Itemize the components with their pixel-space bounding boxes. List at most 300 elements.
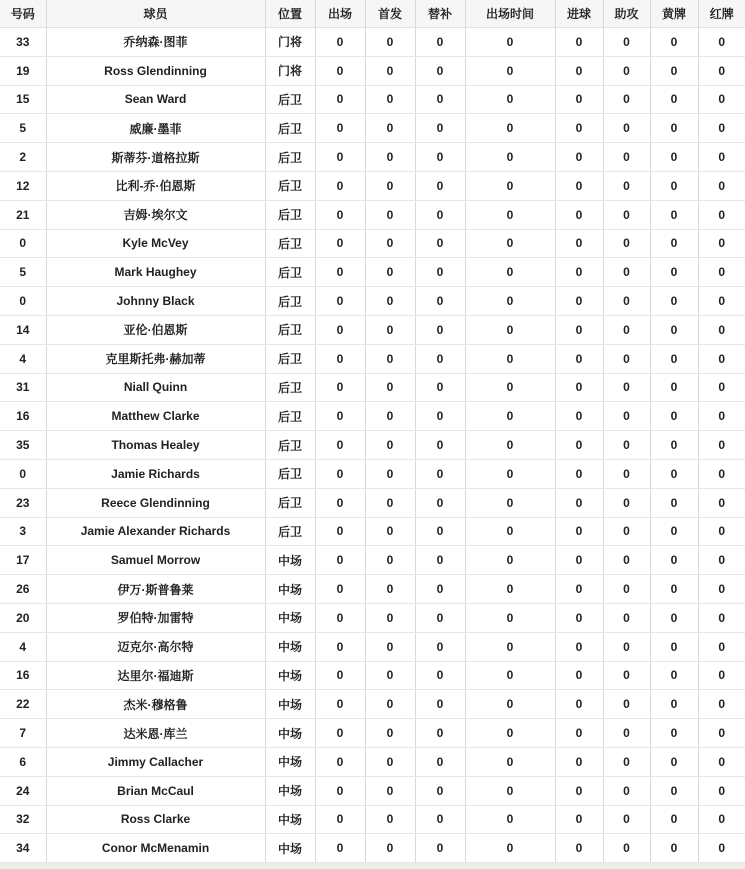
cell-yellow-cards: 0	[650, 834, 698, 863]
cell-substitute: 0	[415, 776, 465, 805]
cell-position: 门将	[265, 28, 315, 57]
cell-yellow-cards: 0	[650, 776, 698, 805]
cell-assists: 0	[603, 834, 650, 863]
cell-player: Jamie Alexander Richards	[46, 517, 265, 546]
cell-starts: 0	[365, 805, 415, 834]
cell-starts: 0	[365, 402, 415, 431]
cell-number: 22	[0, 690, 46, 719]
cell-yellow-cards: 0	[650, 603, 698, 632]
cell-assists: 0	[603, 603, 650, 632]
cell-player: Ross Clarke	[46, 805, 265, 834]
table-row	[0, 747, 745, 776]
cell-starts: 0	[365, 258, 415, 287]
cell-starts: 0	[365, 459, 415, 488]
cell-number: 31	[0, 373, 46, 402]
cell-number: 26	[0, 575, 46, 604]
cell-player: 罗伯特·加雷特	[46, 603, 265, 632]
cell-substitute: 0	[415, 114, 465, 143]
cell-minutes: 0	[465, 143, 555, 172]
cell-number: 21	[0, 200, 46, 229]
table-row	[0, 402, 745, 431]
cell-player: Jimmy Callacher	[46, 747, 265, 776]
cell-player: Thomas Healey	[46, 431, 265, 460]
cell-appearances: 0	[315, 200, 365, 229]
cell-assists: 0	[603, 632, 650, 661]
cell-red-cards: 0	[698, 200, 745, 229]
cell-appearances: 0	[315, 603, 365, 632]
table-row	[0, 315, 745, 344]
cell-yellow-cards: 0	[650, 517, 698, 546]
cell-yellow-cards: 0	[650, 747, 698, 776]
cell-starts: 0	[365, 229, 415, 258]
cell-red-cards: 0	[698, 517, 745, 546]
cell-number: 35	[0, 431, 46, 460]
cell-position: 后卫	[265, 373, 315, 402]
header-cell-player: 球员	[46, 0, 265, 28]
cell-appearances: 0	[315, 805, 365, 834]
cell-number: 5	[0, 258, 46, 287]
cell-substitute: 0	[415, 632, 465, 661]
cell-minutes: 0	[465, 171, 555, 200]
header-row	[0, 0, 745, 28]
cell-goals: 0	[555, 373, 603, 402]
cell-appearances: 0	[315, 431, 365, 460]
table-row	[0, 690, 745, 719]
cell-player: 伊万·斯普鲁莱	[46, 575, 265, 604]
cell-substitute: 0	[415, 517, 465, 546]
cell-position: 中场	[265, 690, 315, 719]
cell-yellow-cards: 0	[650, 287, 698, 316]
cell-number: 16	[0, 661, 46, 690]
cell-goals: 0	[555, 776, 603, 805]
cell-starts: 0	[365, 632, 415, 661]
cell-goals: 0	[555, 114, 603, 143]
cell-number: 34	[0, 834, 46, 863]
cell-goals: 0	[555, 171, 603, 200]
cell-assists: 0	[603, 287, 650, 316]
cell-number: 15	[0, 85, 46, 114]
cell-yellow-cards: 0	[650, 546, 698, 575]
cell-position: 后卫	[265, 200, 315, 229]
cell-player: 达里尔·福迪斯	[46, 661, 265, 690]
cell-starts: 0	[365, 517, 415, 546]
cell-player: 斯蒂芬·道格拉斯	[46, 143, 265, 172]
cell-player: Ross Glendinning	[46, 56, 265, 85]
cell-goals: 0	[555, 56, 603, 85]
cell-position: 中场	[265, 575, 315, 604]
cell-red-cards: 0	[698, 171, 745, 200]
cell-substitute: 0	[415, 546, 465, 575]
cell-player: Kyle McVey	[46, 229, 265, 258]
cell-substitute: 0	[415, 171, 465, 200]
cell-yellow-cards: 0	[650, 690, 698, 719]
cell-minutes: 0	[465, 719, 555, 748]
cell-position: 门将	[265, 56, 315, 85]
cell-starts: 0	[365, 603, 415, 632]
cell-red-cards: 0	[698, 315, 745, 344]
table-row	[0, 344, 745, 373]
header-cell-starts: 首发	[365, 0, 415, 28]
cell-red-cards: 0	[698, 114, 745, 143]
cell-number: 6	[0, 747, 46, 776]
cell-yellow-cards: 0	[650, 805, 698, 834]
cell-yellow-cards: 0	[650, 85, 698, 114]
cell-position: 后卫	[265, 171, 315, 200]
cell-starts: 0	[365, 488, 415, 517]
cell-appearances: 0	[315, 719, 365, 748]
cell-substitute: 0	[415, 315, 465, 344]
cell-appearances: 0	[315, 690, 365, 719]
cell-player: Reece Glendinning	[46, 488, 265, 517]
cell-number: 20	[0, 603, 46, 632]
cell-red-cards: 0	[698, 575, 745, 604]
cell-position: 中场	[265, 603, 315, 632]
cell-red-cards: 0	[698, 776, 745, 805]
cell-minutes: 0	[465, 661, 555, 690]
cell-substitute: 0	[415, 661, 465, 690]
header-cell-number: 号码	[0, 0, 46, 28]
cell-position: 后卫	[265, 402, 315, 431]
cell-assists: 0	[603, 719, 650, 748]
cell-assists: 0	[603, 459, 650, 488]
cell-substitute: 0	[415, 488, 465, 517]
cell-yellow-cards: 0	[650, 200, 698, 229]
table-row	[0, 85, 745, 114]
cell-goals: 0	[555, 488, 603, 517]
cell-starts: 0	[365, 776, 415, 805]
cell-red-cards: 0	[698, 459, 745, 488]
header-cell-assists: 助攻	[603, 0, 650, 28]
cell-assists: 0	[603, 114, 650, 143]
cell-substitute: 0	[415, 28, 465, 57]
cell-starts: 0	[365, 344, 415, 373]
cell-goals: 0	[555, 28, 603, 57]
cell-yellow-cards: 0	[650, 143, 698, 172]
cell-yellow-cards: 0	[650, 373, 698, 402]
table-row	[0, 28, 745, 57]
cell-number: 0	[0, 229, 46, 258]
cell-position: 后卫	[265, 431, 315, 460]
cell-red-cards: 0	[698, 229, 745, 258]
cell-substitute: 0	[415, 402, 465, 431]
cell-player: Conor McMenamin	[46, 834, 265, 863]
cell-starts: 0	[365, 143, 415, 172]
header-cell-yellow-cards: 黄牌	[650, 0, 698, 28]
cell-yellow-cards: 0	[650, 114, 698, 143]
table-row	[0, 229, 745, 258]
cell-position: 后卫	[265, 344, 315, 373]
cell-minutes: 0	[465, 834, 555, 863]
cell-minutes: 0	[465, 603, 555, 632]
cell-position: 后卫	[265, 517, 315, 546]
cell-assists: 0	[603, 258, 650, 287]
cell-appearances: 0	[315, 344, 365, 373]
cell-goals: 0	[555, 200, 603, 229]
cell-substitute: 0	[415, 603, 465, 632]
cell-minutes: 0	[465, 517, 555, 546]
cell-yellow-cards: 0	[650, 661, 698, 690]
cell-red-cards: 0	[698, 431, 745, 460]
cell-appearances: 0	[315, 171, 365, 200]
cell-minutes: 0	[465, 315, 555, 344]
cell-goals: 0	[555, 143, 603, 172]
cell-assists: 0	[603, 661, 650, 690]
cell-position: 后卫	[265, 143, 315, 172]
cell-red-cards: 0	[698, 402, 745, 431]
cell-minutes: 0	[465, 56, 555, 85]
table-row	[0, 632, 745, 661]
cell-substitute: 0	[415, 834, 465, 863]
cell-goals: 0	[555, 258, 603, 287]
cell-number: 19	[0, 56, 46, 85]
cell-appearances: 0	[315, 776, 365, 805]
header-cell-red-cards: 红牌	[698, 0, 745, 28]
cell-player: Johnny Black	[46, 287, 265, 316]
cell-position: 后卫	[265, 459, 315, 488]
cell-number: 16	[0, 402, 46, 431]
table-row	[0, 56, 745, 85]
table-row	[0, 143, 745, 172]
table-row	[0, 719, 745, 748]
cell-position: 中场	[265, 747, 315, 776]
cell-assists: 0	[603, 85, 650, 114]
cell-appearances: 0	[315, 575, 365, 604]
table-header	[0, 0, 745, 28]
cell-goals: 0	[555, 344, 603, 373]
cell-yellow-cards: 0	[650, 575, 698, 604]
cell-player: Sean Ward	[46, 85, 265, 114]
cell-substitute: 0	[415, 719, 465, 748]
cell-number: 4	[0, 632, 46, 661]
cell-assists: 0	[603, 171, 650, 200]
cell-starts: 0	[365, 171, 415, 200]
cell-position: 后卫	[265, 85, 315, 114]
cell-substitute: 0	[415, 747, 465, 776]
cell-red-cards: 0	[698, 56, 745, 85]
cell-red-cards: 0	[698, 661, 745, 690]
header-cell-minutes: 出场时间	[465, 0, 555, 28]
cell-position: 后卫	[265, 287, 315, 316]
cell-minutes: 0	[465, 258, 555, 287]
cell-red-cards: 0	[698, 747, 745, 776]
cell-goals: 0	[555, 85, 603, 114]
cell-goals: 0	[555, 661, 603, 690]
cell-red-cards: 0	[698, 143, 745, 172]
table-row	[0, 776, 745, 805]
cell-starts: 0	[365, 661, 415, 690]
cell-starts: 0	[365, 56, 415, 85]
cell-goals: 0	[555, 229, 603, 258]
cell-yellow-cards: 0	[650, 632, 698, 661]
cell-appearances: 0	[315, 85, 365, 114]
cell-minutes: 0	[465, 459, 555, 488]
cell-red-cards: 0	[698, 488, 745, 517]
table-row	[0, 114, 745, 143]
cell-goals: 0	[555, 603, 603, 632]
cell-starts: 0	[365, 546, 415, 575]
cell-red-cards: 0	[698, 603, 745, 632]
cell-assists: 0	[603, 575, 650, 604]
cell-appearances: 0	[315, 287, 365, 316]
cell-position: 中场	[265, 632, 315, 661]
table-row	[0, 575, 745, 604]
cell-assists: 0	[603, 56, 650, 85]
cell-appearances: 0	[315, 459, 365, 488]
cell-player: Brian McCaul	[46, 776, 265, 805]
table-row	[0, 258, 745, 287]
table-row	[0, 805, 745, 834]
cell-starts: 0	[365, 747, 415, 776]
header-cell-position: 位置	[265, 0, 315, 28]
cell-player: 迈克尔·高尔特	[46, 632, 265, 661]
cell-goals: 0	[555, 805, 603, 834]
cell-yellow-cards: 0	[650, 171, 698, 200]
cell-red-cards: 0	[698, 805, 745, 834]
cell-goals: 0	[555, 431, 603, 460]
cell-substitute: 0	[415, 373, 465, 402]
cell-minutes: 0	[465, 632, 555, 661]
table-row	[0, 373, 745, 402]
cell-substitute: 0	[415, 200, 465, 229]
table-row	[0, 603, 745, 632]
cell-position: 中场	[265, 546, 315, 575]
cell-starts: 0	[365, 690, 415, 719]
cell-appearances: 0	[315, 373, 365, 402]
cell-substitute: 0	[415, 459, 465, 488]
cell-red-cards: 0	[698, 85, 745, 114]
cell-assists: 0	[603, 200, 650, 229]
cell-appearances: 0	[315, 546, 365, 575]
cell-yellow-cards: 0	[650, 344, 698, 373]
cell-assists: 0	[603, 315, 650, 344]
cell-appearances: 0	[315, 258, 365, 287]
cell-assists: 0	[603, 747, 650, 776]
cell-goals: 0	[555, 402, 603, 431]
cell-appearances: 0	[315, 632, 365, 661]
cell-goals: 0	[555, 287, 603, 316]
cell-starts: 0	[365, 85, 415, 114]
cell-number: 4	[0, 344, 46, 373]
cell-red-cards: 0	[698, 632, 745, 661]
cell-minutes: 0	[465, 373, 555, 402]
cell-substitute: 0	[415, 287, 465, 316]
cell-number: 0	[0, 459, 46, 488]
cell-goals: 0	[555, 719, 603, 748]
cell-position: 中场	[265, 776, 315, 805]
cell-assists: 0	[603, 805, 650, 834]
cell-goals: 0	[555, 546, 603, 575]
cell-number: 32	[0, 805, 46, 834]
cell-number: 2	[0, 143, 46, 172]
cell-red-cards: 0	[698, 344, 745, 373]
cell-position: 后卫	[265, 114, 315, 143]
table-row	[0, 834, 745, 863]
header-cell-appearances: 出场	[315, 0, 365, 28]
cell-appearances: 0	[315, 402, 365, 431]
cell-minutes: 0	[465, 776, 555, 805]
table-row	[0, 431, 745, 460]
cell-assists: 0	[603, 431, 650, 460]
cell-substitute: 0	[415, 85, 465, 114]
cell-minutes: 0	[465, 690, 555, 719]
cell-goals: 0	[555, 690, 603, 719]
cell-minutes: 0	[465, 28, 555, 57]
cell-starts: 0	[365, 719, 415, 748]
cell-player: Mark Haughey	[46, 258, 265, 287]
cell-player: Matthew Clarke	[46, 402, 265, 431]
cell-goals: 0	[555, 575, 603, 604]
cell-red-cards: 0	[698, 258, 745, 287]
cell-goals: 0	[555, 632, 603, 661]
cell-number: 33	[0, 28, 46, 57]
cell-assists: 0	[603, 229, 650, 258]
cell-assists: 0	[603, 143, 650, 172]
table-row	[0, 287, 745, 316]
cell-yellow-cards: 0	[650, 719, 698, 748]
cell-substitute: 0	[415, 56, 465, 85]
cell-red-cards: 0	[698, 287, 745, 316]
cell-starts: 0	[365, 200, 415, 229]
cell-number: 7	[0, 719, 46, 748]
cell-red-cards: 0	[698, 719, 745, 748]
cell-position: 后卫	[265, 488, 315, 517]
cell-assists: 0	[603, 776, 650, 805]
cell-position: 中场	[265, 661, 315, 690]
cell-substitute: 0	[415, 805, 465, 834]
table-row	[0, 488, 745, 517]
table-row	[0, 661, 745, 690]
cell-yellow-cards: 0	[650, 431, 698, 460]
cell-assists: 0	[603, 28, 650, 57]
cell-minutes: 0	[465, 488, 555, 517]
cell-substitute: 0	[415, 431, 465, 460]
cell-starts: 0	[365, 114, 415, 143]
cell-yellow-cards: 0	[650, 229, 698, 258]
cell-player: 克里斯托弗·赫加蒂	[46, 344, 265, 373]
cell-appearances: 0	[315, 114, 365, 143]
cell-starts: 0	[365, 315, 415, 344]
cell-position: 后卫	[265, 315, 315, 344]
cell-number: 24	[0, 776, 46, 805]
next-section-strip	[0, 863, 745, 869]
cell-appearances: 0	[315, 834, 365, 863]
cell-minutes: 0	[465, 575, 555, 604]
cell-number: 0	[0, 287, 46, 316]
cell-substitute: 0	[415, 344, 465, 373]
cell-player: Niall Quinn	[46, 373, 265, 402]
header-cell-goals: 进球	[555, 0, 603, 28]
cell-assists: 0	[603, 344, 650, 373]
cell-goals: 0	[555, 747, 603, 776]
cell-starts: 0	[365, 373, 415, 402]
cell-appearances: 0	[315, 488, 365, 517]
cell-player: 达米恩·库兰	[46, 719, 265, 748]
cell-minutes: 0	[465, 402, 555, 431]
cell-starts: 0	[365, 834, 415, 863]
cell-assists: 0	[603, 546, 650, 575]
cell-minutes: 0	[465, 431, 555, 460]
cell-substitute: 0	[415, 575, 465, 604]
cell-player: 比利-乔·伯恩斯	[46, 171, 265, 200]
cell-number: 17	[0, 546, 46, 575]
cell-number: 14	[0, 315, 46, 344]
cell-appearances: 0	[315, 229, 365, 258]
cell-player: Jamie Richards	[46, 459, 265, 488]
cell-substitute: 0	[415, 143, 465, 172]
cell-goals: 0	[555, 834, 603, 863]
cell-red-cards: 0	[698, 28, 745, 57]
cell-minutes: 0	[465, 747, 555, 776]
